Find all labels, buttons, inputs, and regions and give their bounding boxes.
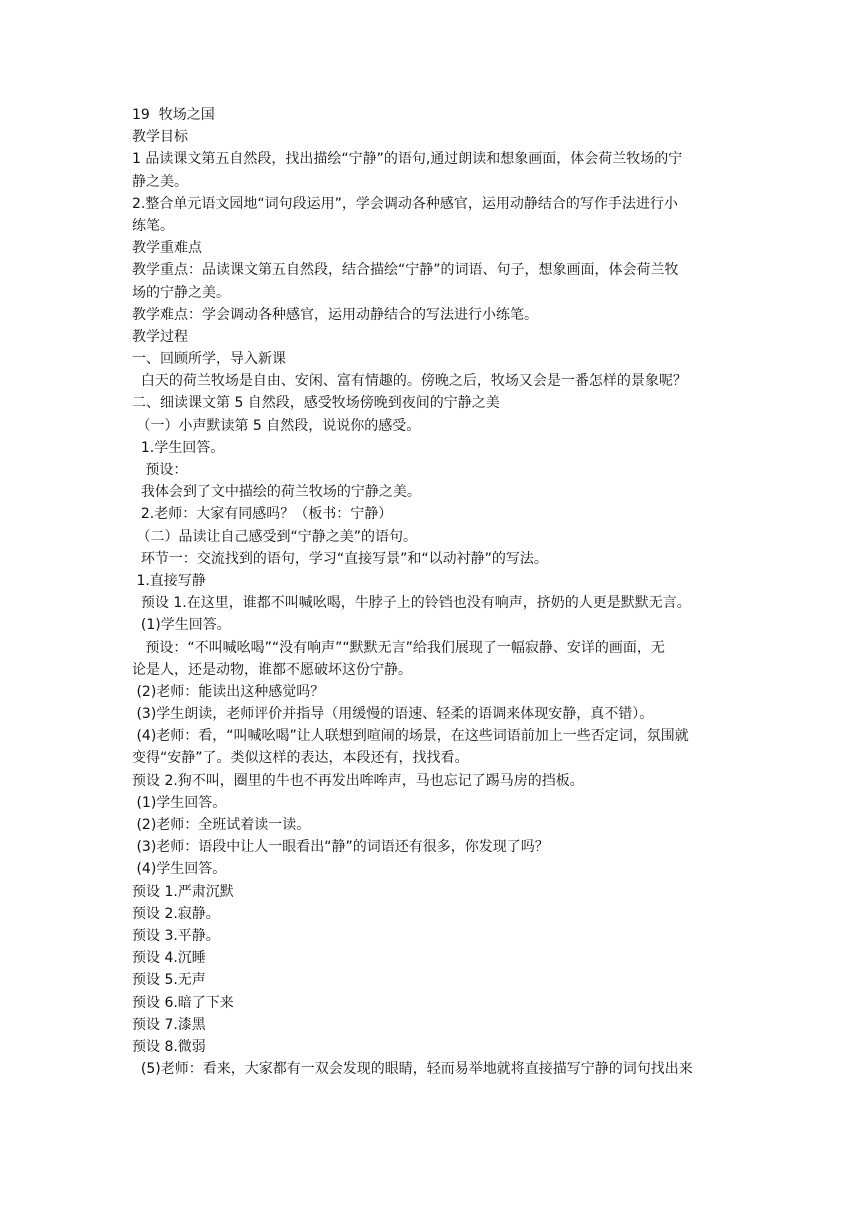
text-line: 预设 1.在这里，谁都不叫喊吆喝，牛脖子上的铃铛也没有响声，挤奶的人更是默默无言。 [132,595,691,612]
text-line: 2.整合单元语文园地“词句段运用”，学会调动各种感官，运用动静结合的写作手法进行小 [132,195,678,212]
text-line: 预设：“不叫喊吆喝”“没有响声”“默默无言”给我们展现了一幅寂静、安详的画面，无 [132,639,665,656]
text-line: 练笔。 [132,217,174,234]
text-line: 预设 5.无声 [132,972,206,989]
text-line: (2)老师：能读出这种感觉吗？ [132,683,325,700]
text-line: 环节一：交流找到的语句，学习“直接写景”和“以动衬静”的写法。 [132,550,548,567]
text-line: 我体会到了文中描绘的荷兰牧场的宁静之美。 [132,484,421,501]
text-line: 预设 4.沉睡 [132,950,206,967]
text-line: (5)老师：看来，大家都有一双会发现的眼睛，轻而易举地就将直接描写宁静的词句找出来 [132,1061,693,1078]
text-line: (3)学生朗读，老师评价并指导（用缓慢的语速、轻柔的语调来体现安静，真不错）。 [132,706,654,723]
text-line: (4)学生回答。 [132,861,227,878]
text-line: 变得“安静”了。类似这样的表达，本段还有，找找看。 [132,750,469,767]
text-line: (3)老师：语段中让人一眼看出“静”的词语还有很多，你发现了吗？ [132,839,549,856]
text-line: 一、回顾所学，导入新课 [132,351,286,368]
text-line: 预设 7.漆黑 [132,1016,206,1033]
text-line: 教学重点：品读课文第五自然段，结合描绘“宁静”的词语、句子，想象画面，体会荷兰牧 [132,262,679,279]
text-line: 预设 8.微弱 [132,1038,206,1055]
text-line: 预设 6.暗了下来 [132,994,234,1011]
text-line: （二）品读让自己感受到“宁静之美”的语句。 [132,528,417,545]
text-line: 静之美。 [132,173,188,190]
text-line: 预设 1.严肃沉默 [132,883,234,900]
text-line: (1)学生回答。 [132,617,231,634]
text-line: 1 品读课文第五自然段，找出描绘“宁静”的语句,通过朗读和想象画面，体会荷兰牧场的宁 [132,151,683,168]
text-line: 教学过程 [132,328,188,345]
text-line: 预设 2.寂静。 [132,905,220,922]
text-line: 白天的荷兰牧场是自由、安闲、富有情趣的。傍晚之后，牧场又会是一番怎样的景象呢？ [132,373,687,390]
text-line: 教学目标 [132,129,188,146]
text-line: 1.学生回答。 [132,439,225,456]
document-body [132,104,732,1080]
text-line: 预设： [132,462,188,478]
text-line: 预设 3.平静。 [132,927,220,944]
text-line: 教学难点：学会调动各种感官，运用动静结合的写法进行小练笔。 [132,306,538,323]
text-line: (1)学生回答。 [132,794,227,811]
document-lines [132,126,732,1080]
text-line: (4)老师：看，“叫喊吆喝”让人联想到喧闹的场景，在这些词语前加上一些否定词，氛围就 [132,728,689,745]
text-line: (2)老师：全班试着读一读。 [132,817,311,833]
text-line: 预设 2.狗不叫，圈里的牛也不再发出哞哞声，马也忘记了踢马房的挡板。 [132,772,584,789]
text-line: 2.老师：大家有同感吗？（板书：宁静） [132,506,393,523]
text-line: （一）小声默读第 5 自然段，说说你的感受。 [132,417,421,434]
text-line: 1.直接写静 [132,572,206,589]
document-title: 19 牧场之国 [132,107,215,123]
text-line: 论是人，还是动物，谁都不愿破坏这份宁静。 [132,661,412,678]
text-line: 场的宁静之美。 [132,284,230,301]
text-line: 教学重难点 [132,240,202,257]
text-line: 二、细读课文第 5 自然段，感受牧场傍晚到夜间的宁静之美 [132,395,500,412]
